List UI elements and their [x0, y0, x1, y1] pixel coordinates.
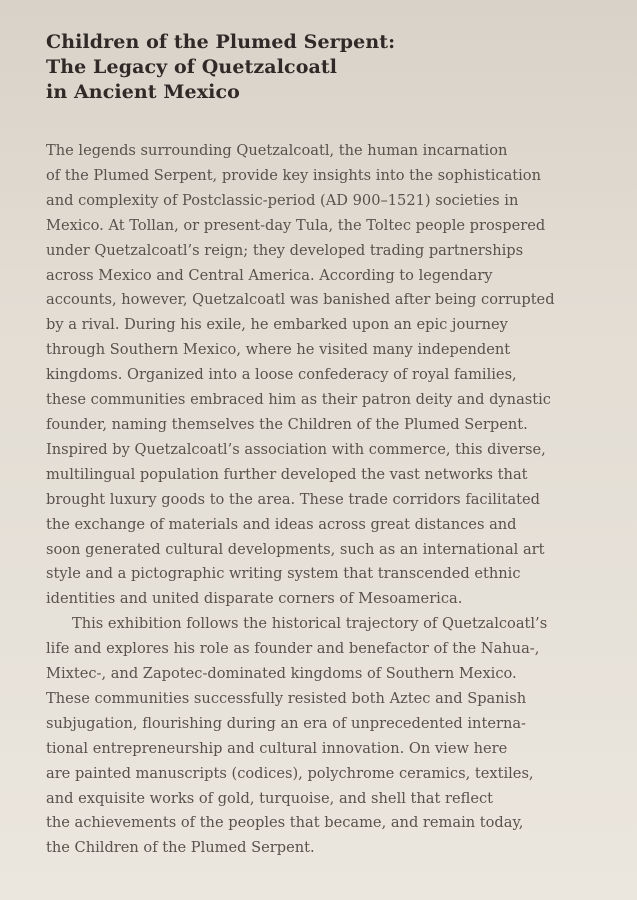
text-line: these communities embraced him as their patron deity and dynastic — [46, 391, 551, 409]
text-line: These communities successfully resisted both Aztec and Spanish — [46, 689, 527, 707]
exhibit-title — [46, 30, 591, 105]
text-line: life and explores his role as founder and benefactor of the Nahua-, — [46, 640, 540, 658]
text-line: subjugation, flourishing during an era of unprecedented interna- — [46, 714, 526, 732]
text-line: identities and united disparate corners of Mesoamerica. — [46, 590, 463, 608]
text-line: of the Plumed Serpent, provide key insights into the sophistication — [46, 166, 541, 184]
text-line: are painted manuscripts (codices), polychrome ceramics, textiles, — [46, 764, 534, 782]
text-line: style and a pictographic writing system that transcended ethnic — [46, 565, 521, 583]
text-line: across Mexico and Central America. According to legendary — [46, 266, 493, 284]
paragraph-exhibition — [46, 612, 591, 861]
text-line: Inspired by Quetzalcoatl’s association with commerce, this diverse, — [46, 440, 546, 458]
text-line: through Southern Mexico, where he visited many independent — [46, 341, 511, 359]
text-line: The legends surrounding Quetzalcoatl, the human incarnation — [46, 142, 508, 159]
title-line: The Legacy of Quetzalcoatl — [46, 56, 338, 78]
exhibit-description — [46, 139, 591, 861]
text-line: Mixtec-, and Zapotec-dominated kingdoms of Southern Mexico. — [46, 665, 517, 683]
text-line: kingdoms. Organized into a loose confederacy of royal families, — [46, 366, 517, 384]
text-line: and exquisite works of gold, turquoise, and shell that reflect — [46, 789, 494, 807]
text-line: the achievements of the peoples that became, and remain today, — [46, 814, 524, 832]
text-line: soon generated cultural developments, such as an international art — [46, 540, 545, 558]
text-line: tional entrepreneurship and cultural innovation. On view here — [46, 739, 508, 757]
text-line: the Children of the Plumed Serpent. — [46, 839, 315, 857]
text-line: multilingual population further developed the vast networks that — [46, 465, 528, 483]
paragraph-intro — [46, 139, 591, 612]
title-line: in Ancient Mexico — [46, 81, 240, 103]
text-line: the exchange of materials and ideas across great distances and — [46, 515, 517, 533]
title-line: Children of the Plumed Serpent: — [46, 31, 396, 53]
text-line: under Quetzalcoatl’s reign; they developed trading partnerships — [46, 241, 524, 259]
text-line: brought luxury goods to the area. These trade corridors facilitated — [46, 490, 540, 508]
text-line: and complexity of Postclassic-period (AD 900–1521) societies in — [46, 191, 519, 209]
text-line: founder, naming themselves the Children of the Plumed Serpent. — [46, 415, 528, 433]
text-line: Mexico. At Tollan, or present-day Tula, the Toltec people prospered — [46, 216, 546, 234]
text-line: This exhibition follows the historical trajectory of Quetzalcoatl’s — [72, 615, 548, 633]
text-line: by a rival. During his exile, he embarked upon an epic journey — [46, 316, 508, 334]
text-line: accounts, however, Quetzalcoatl was banished after being corrupted — [46, 291, 555, 309]
